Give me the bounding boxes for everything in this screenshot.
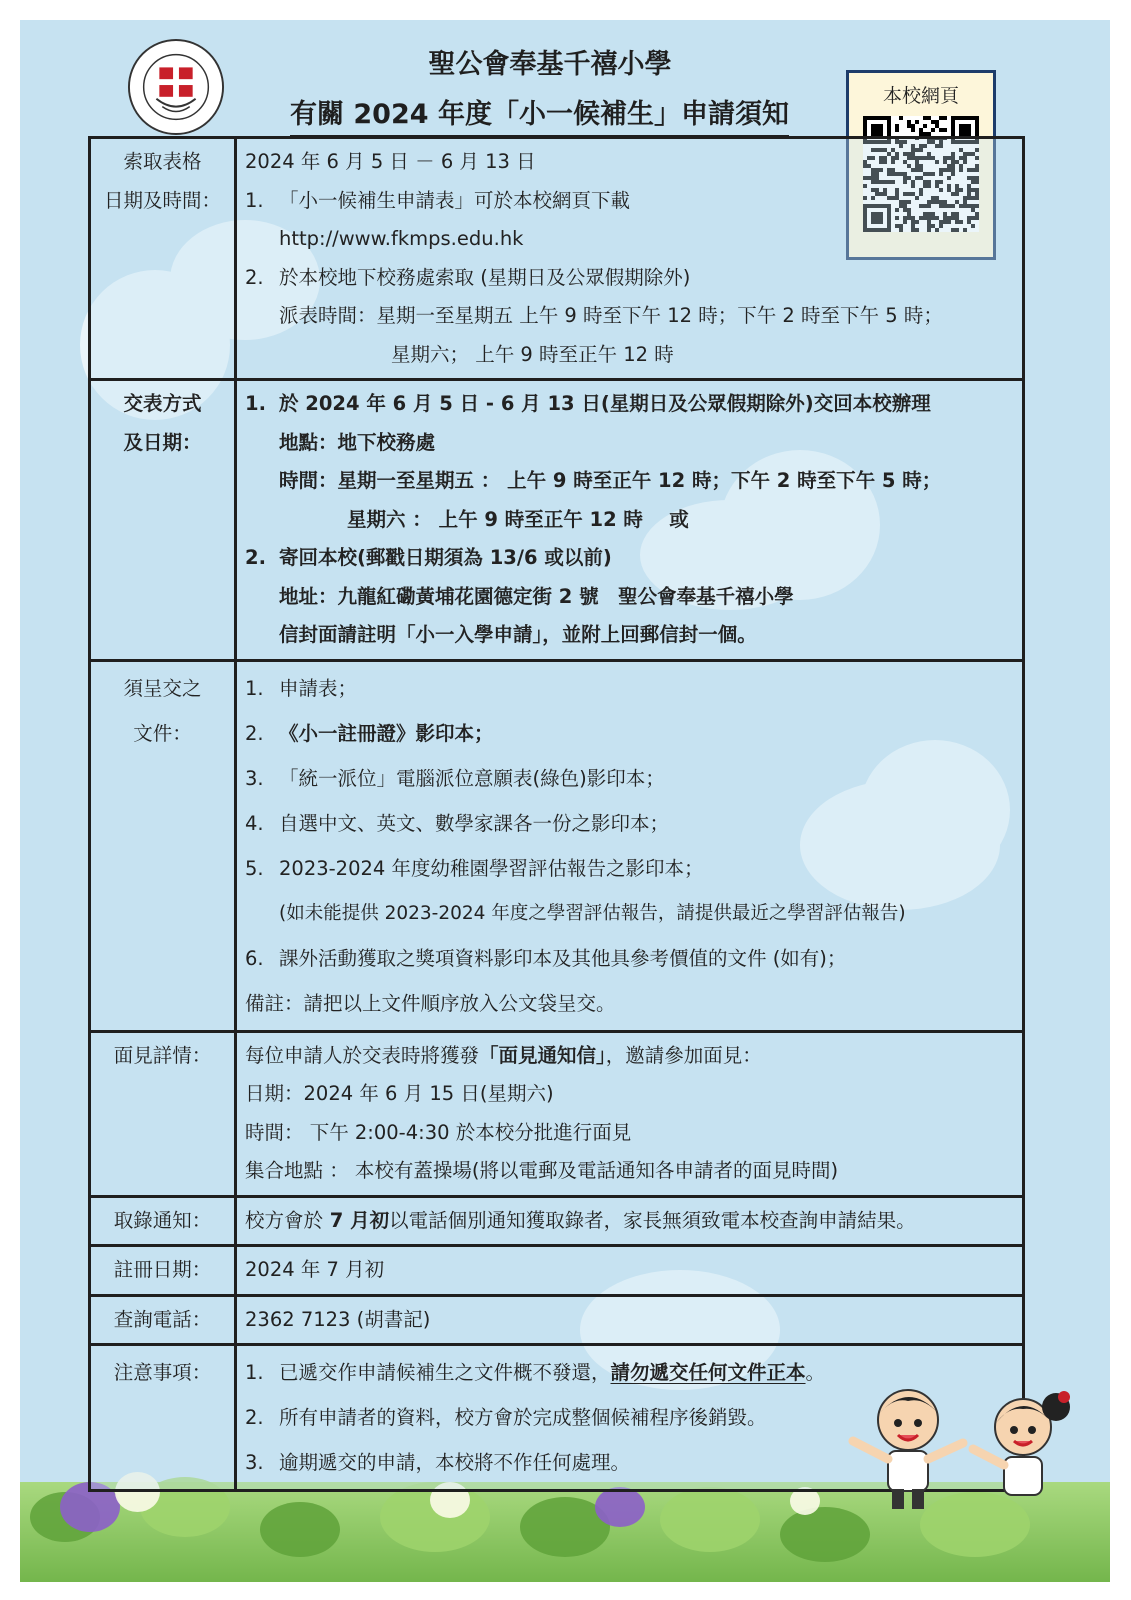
application-info-table <box>88 136 1025 1492</box>
list-item: 2. 於本校地下校務處索取 (星期日及公眾假期除外) <box>245 265 691 289</box>
leaf-decoration <box>780 1507 870 1562</box>
label-submission-1: 交表方式 <box>123 392 202 415</box>
collection-hours-saturday: 星期六； 上午 9 時至正午 12 時 <box>391 342 674 366</box>
submission-time: 時間：星期一至星期五 ： 上午 9 時至正午 12 時；下午 2 時至下午 5 時； <box>279 469 942 492</box>
qr-code-label: 本校網頁 <box>882 85 959 107</box>
leaf-decoration <box>660 1487 760 1552</box>
submission-location: 地點：地下校務處 <box>279 430 436 454</box>
table-row <box>90 138 1024 380</box>
notice-title: 有關 2024 年度「小一候補生」申請須知 <box>290 92 789 137</box>
table-row <box>90 380 1024 661</box>
table-row <box>90 1295 1024 1345</box>
list-item: 1. 申請表； <box>245 676 358 700</box>
enquiry-phone: 2362 7123 (胡書記) <box>245 1307 431 1331</box>
label-enquiry: 查詢電話： <box>113 1307 212 1331</box>
list-item: 4. 自選中文、英文、數學家課各一份之影印本； <box>245 811 670 835</box>
documents-remark: 備註：請把以上文件順序放入公文袋呈交。 <box>245 991 616 1015</box>
list-item: 1. 已遞交作申請候補生之文件概不發還，請勿遞交任何文件正本。 <box>245 1361 826 1384</box>
table-row <box>90 1031 1024 1196</box>
label-admission: 取錄通知： <box>113 1208 212 1232</box>
label-documents-2: 文件： <box>133 721 192 745</box>
school-website-link[interactable]: http://www.fkmps.edu.hk <box>279 227 524 250</box>
label-registration: 註冊日期： <box>113 1258 212 1281</box>
list-item: 3. 「統一派位」電腦派位意願表(綠色)影印本； <box>245 766 665 790</box>
list-item: 5. 2023-2024 年度幼稚園學習評估報告之影印本； <box>245 856 704 880</box>
envelope-note: 信封面請註明「小一入學申請」，並附上回郵信封一個。 <box>279 623 757 646</box>
section-value <box>236 138 1024 380</box>
report-note: (如未能提供 2023-2024 年度之學習評估報告，請提供最近之學習評估報告) <box>279 902 906 924</box>
list-item: 6. 課外活動獲取之獎項資料影印本及其他具參考價值的文件 (如有)； <box>245 946 847 970</box>
list-item: 2. 寄回本校(郵戳日期須為 13/6 或以前) <box>245 546 612 569</box>
section-value <box>236 1246 1024 1296</box>
list-item: 2. 《小一註冊證》影印本； <box>245 721 494 745</box>
collection-dates: 2024 年 6 月 5 日 － 6 月 13 日 <box>245 150 536 173</box>
section-value <box>236 1196 1024 1246</box>
section-label <box>90 138 236 380</box>
section-value <box>236 1295 1024 1345</box>
children-illustration <box>838 1375 1088 1515</box>
section-value <box>236 660 1024 1031</box>
section-label <box>90 380 236 661</box>
label-submission-2: 及日期： <box>123 430 202 454</box>
list-item: 1. 於 2024 年 6 月 5 日 - 6 月 13 日(星期日及公眾假期除外)交回本校辦理 <box>245 392 931 415</box>
school-name: 聖公會奉基千禧小學 <box>428 49 672 80</box>
list-item: 1. 「小一候補生申請表」可於本校網頁下載 <box>245 188 631 212</box>
leaf-decoration <box>260 1502 340 1557</box>
admission-text: 校方會於 7 月初以電話個別通知獲取錄者，家長無須致電本校查詢申請結果。 <box>245 1208 916 1232</box>
list-item: 3. 逾期遞交的申請，本校將不作任何處理。 <box>245 1451 631 1474</box>
interview-intro: 每位申請人於交表時將獲發「面見通知信」，邀請參加面見： <box>245 1043 762 1067</box>
section-label <box>90 660 236 1031</box>
interview-date: 日期：2024 年 6 月 15 日(星期六) <box>245 1082 554 1105</box>
list-item: 2. 所有申請者的資料，校方會於完成整個候補程序後銷毀。 <box>245 1406 767 1429</box>
label-notes: 注意事項： <box>113 1361 212 1384</box>
label-form-collection-2: 日期及時間： <box>103 188 221 212</box>
flower-decoration <box>595 1487 645 1527</box>
label-interview: 面見詳情： <box>113 1043 212 1067</box>
section-label <box>90 1031 236 1196</box>
section-label <box>90 1196 236 1246</box>
section-value <box>236 1031 1024 1196</box>
interview-time: 時間： 下午 2:00-4:30 於本校分批進行面見 <box>245 1120 632 1144</box>
school-logo <box>127 38 225 136</box>
collection-hours: 派表時間：星期一至星期五 上午 9 時至下午 12 時；下午 2 時至下午 5 時； <box>279 304 943 327</box>
mailing-address: 地址：九龍紅磡黃埔花園德定街 2 號 聖公會奉基千禧小學 <box>279 584 794 608</box>
section-value <box>236 380 1024 661</box>
table-row <box>90 660 1024 1031</box>
table-row <box>90 1246 1024 1296</box>
label-documents-1: 須呈交之 <box>123 676 202 700</box>
table-row <box>90 1196 1024 1246</box>
label-form-collection-1: 索取表格 <box>123 150 202 173</box>
section-label <box>90 1246 236 1296</box>
registration-date: 2024 年 7 月初 <box>245 1258 385 1281</box>
submission-time-saturday: 星期六 ： 上午 9 時至正午 12 時 或 <box>347 507 689 531</box>
interview-venue: 集合地點 ： 本校有蓋操場(將以電郵及電話通知各申請者的面見時間) <box>245 1159 839 1182</box>
section-label <box>90 1345 236 1491</box>
section-label <box>90 1295 236 1345</box>
